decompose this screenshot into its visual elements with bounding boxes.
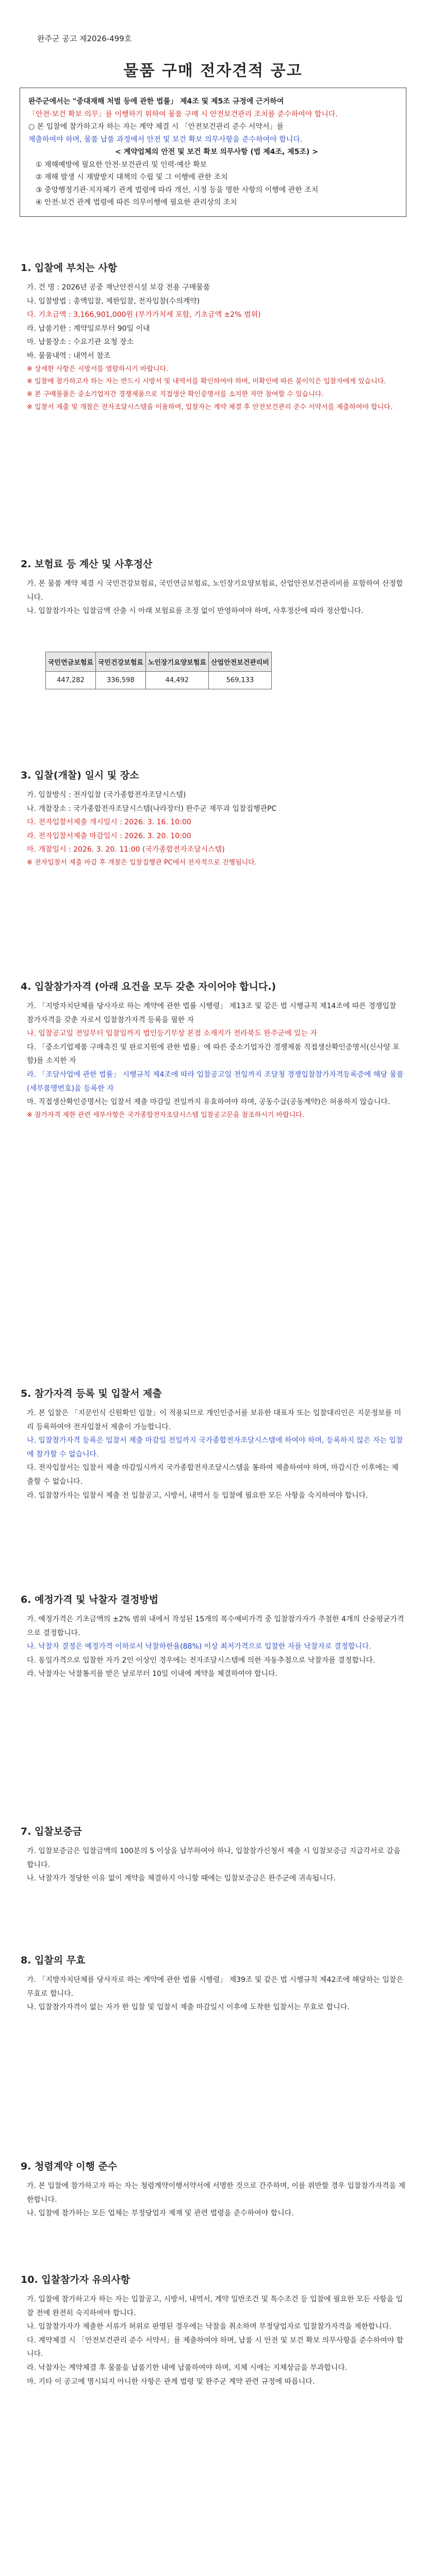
s8-item-a: 가. 「지방자치단체를 당사자로 하는 계약에 관한 법률 시행령」 제39조 및 같은 법 시행규칙 제42조에 해당하는 입찰은 무효로 합니다. (27, 1976, 403, 1998)
section-1-title: 1. 입찰에 부치는 사항 (21, 262, 118, 274)
intro-item-3: ③ 중앙행정기관·지자체가 관계 법령에 따라 개선, 시정 등을 명한 사항의 이행에 관한 조치 (36, 185, 319, 194)
s5-item-b: 나. 입찰참가자격 등록은 입찰서 제출 마감일 전일까지 국가종합전자조달시스템에 하여야 하며, 등록하지 않은 자는 입찰에 참가할 수 없습니다. (27, 1436, 403, 1459)
section-4-body (27, 999, 405, 1122)
section-8-title: 8. 입찰의 무효 (21, 1955, 86, 1966)
section-7-title: 7. 입찰보증금 (21, 1826, 82, 1837)
s3-item-b: 나. 개찰장소 : 국가종합전자조달시스템(나라장터) 완주군 재무과 입찰집행관PC (27, 804, 277, 813)
s6-item-b: 나. 낙찰자 결정은 예정가격 이하로서 낙찰하한율(88%) 이상 최저가격으로 입찰한 자를 낙찰자로 결정합니다. (27, 1642, 371, 1651)
s7-item-a: 가. 입찰보증금은 입찰금액의 100분의 5 이상을 납부하여야 하나, 입찰참가신청서 제출 시 입찰보증금 지급각서로 갈음합니다. (27, 1847, 401, 1869)
s7-item-b: 나. 낙찰자가 정당한 이유 없이 계약을 체결하지 아니할 때에는 입찰보증금은 완주군에 귀속됩니다. (27, 1874, 336, 1883)
s1-item-a: 가. 건 명 : 2026년 공중 재난안전시설 보강 전용 구매물품 (27, 283, 210, 292)
table-header-cell: 국민연금보험료 (46, 652, 96, 672)
s3-item-d: 라. 전자입찰서제출 마감일시 : 2026. 3. 20. 10:00 (27, 832, 191, 840)
s1-item-c: 다. 기초금액 : 3,166,901,000원 (부가가치세 포함, 기초금액 ±2% 범위) (27, 311, 261, 319)
s9-item-a: 가. 본 입찰에 참가하고자 하는 자는 청렴계약이행서약서에 서명한 것으로 간주하며, 이를 위반할 경우 입찰참가자격을 제한합니다. (27, 2182, 405, 2204)
s4-note: ※ 참가자격 제한 관련 세부사항은 국가종합전자조달시스템 입찰공고문을 참조하시기 바랍니다. (27, 1111, 304, 1119)
table-header-cell: 노인장기요양보험료 (145, 652, 208, 672)
section-8-body (27, 1973, 405, 2014)
s5-item-d: 라. 입찰참가자는 입찰서 제출 전 입찰공고, 시방서, 내역서 등 입찰에 필요한 모든 사항을 숙지하여야 합니다. (27, 1491, 368, 1500)
table-cell: 569,133 (208, 672, 271, 689)
section-3-title: 3. 입찰(개찰) 일시 및 장소 (21, 770, 139, 781)
s4-item-a: 가. 「지방자치단체를 당사자로 하는 계약에 관한 법률 시행령」 제13조 및 같은 법 시행규칙 제14조에 따른 경쟁입찰 참가자격을 갖춘 자로서 입찰참가자격 등록을 필한 자 (27, 1002, 397, 1024)
intro-line-2: ○ 본 입찰에 참가하고자 하는 자는 계약 체결 시 「안전보건관리 준수 서약서」를 (28, 123, 284, 131)
s6-item-c: 다. 동일가격으로 입찰한 자가 2인 이상인 경우에는 전자조달시스템에 의한 자동추첨으로 낙찰자를 결정합니다. (27, 1656, 375, 1665)
table-header-row (46, 652, 272, 672)
s10-item-c: 다. 계약체결 시 「안전보건관리 준수 서약서」를 제출하여야 하며, 납품 시 안전 및 보건 확보 의무사항을 준수하여야 합니다. (27, 2336, 404, 2359)
s3-item-c: 다. 전자입찰서제출 개시일시 : 2026. 3. 16. 10:00 (27, 818, 191, 827)
table-header-cell: 국민건강보험료 (95, 652, 145, 672)
intro-line-1: 「안전·보건 확보 의무」를 이행하기 위하여 물품 구매 시 안전보건관리 조치를 준수하여야 합니다. (28, 110, 338, 118)
s2-item-a: 가. 본 물품 계약 체결 시 국민건강보험료, 국민연금보험료, 노인장기요양보험료, 산업안전보건관리비를 포함하여 산정합니다. (27, 580, 403, 602)
s1-item-f: 바. 물품내역 : 내역서 참조 (27, 351, 111, 360)
s10-item-e: 마. 기타 이 공고에 명시되지 아니한 사항은 관계 법령 및 완주군 계약 관련 규정에 따릅니다. (27, 2377, 315, 2386)
s3-note: ※ 전자입찰서 제출 마감 후 개찰은 입찰집행관 PC에서 전자적으로 진행됩니다. (27, 858, 257, 867)
section-2-title: 2. 보험료 등 계산 및 사후정산 (21, 558, 153, 570)
s6-item-d: 라. 낙찰자는 낙찰통지를 받은 날로부터 10일 이내에 계약을 체결하여야 합니다. (27, 1670, 278, 1679)
intro-item-1: ① 재해예방에 필요한 안전·보건관리 및 인력·예산 확보 (36, 160, 207, 169)
s5-item-c: 다. 전자입찰서는 입찰서 제출 마감일시까지 국가종합전자조달시스템을 통하여 제출하여야 하며, 마감시간 이후에는 제출할 수 없습니다. (27, 1464, 399, 1486)
intro-item-4: ④ 안전·보건 관계 법령에 따른 의무이행에 필요한 관리상의 조치 (36, 198, 237, 207)
s1-note-1: ※ 상세한 사항은 시방서를 열람하시기 바랍니다. (27, 365, 169, 373)
s1-item-b: 나. 입찰방법 : 총액입찰, 제한입찰, 전자입찰(수의계약) (27, 297, 200, 306)
intro-box (20, 88, 406, 217)
section-5-body (27, 1406, 405, 1502)
section-7-body (27, 1844, 405, 1886)
section-6-title: 6. 예정가격 및 낙찰자 결정방법 (21, 1594, 159, 1605)
s3-item-a: 가. 입찰방식 : 전자입찰 (국가종합전자조달시스템) (27, 791, 186, 799)
section-10-body (27, 2293, 405, 2388)
s10-item-a: 가. 입찰에 참가하고자 하는 자는 입찰공고, 시방서, 내역서, 계약 일반조건 및 특수조건 등 입찰에 필요한 모든 사항을 입찰 전에 완전히 숙지하여야 합니다. (27, 2295, 403, 2317)
table-cell: 447,282 (46, 672, 96, 689)
s10-item-d: 라. 낙찰자는 계약체결 후 물품을 납품기한 내에 납품하여야 하며, 지체 시에는 지체상금을 부과합니다. (27, 2363, 348, 2372)
intro-lead: 완주군에서는 "중대재해 처벌 등에 관한 법률」 제4조 및 제5조 규정에 근거하여 (28, 97, 284, 106)
s1-note-2: ※ 입찰에 참가하고자 하는 자는 반드시 시방서 및 내역서를 확인하여야 하며, 미확인에 따른 불이익은 입찰자에게 있습니다. (27, 378, 386, 386)
s1-item-e: 마. 납품장소 : 수요기관 요청 장소 (27, 338, 134, 347)
notice-number: 완주군 공고 제2026-499호 (37, 34, 132, 43)
s4-item-e: 마. 직접생산확인증명서는 입찰서 제출 마감일 전일까지 유효하여야 하며, 공동수급(공동계약)은 허용하지 않습니다. (27, 1098, 390, 1107)
s2-item-b: 나. 입찰참가자는 입찰금액 산출 시 아래 보험료를 조정 없이 반영하여야 하며, 사후정산에 따라 정산합니다. (27, 607, 364, 616)
table-cell: 336,598 (95, 672, 145, 689)
table-header-cell: 산업안전보건관리비 (208, 652, 271, 672)
section-1-body (27, 281, 405, 414)
section-9-title: 9. 청렴계약 이행 준수 (21, 2161, 118, 2172)
s8-item-b: 나. 입찰참가자격이 없는 자가 한 입찰 및 입찰서 제출 마감일시 이후에 도착한 입찰서는 무효로 합니다. (27, 2003, 350, 2012)
section-3-body (27, 788, 405, 870)
s4-item-c: 다. 「중소기업제품 구매촉진 및 판로지원에 관한 법률」에 따른 중소기업자간 경쟁제품 직접생산확인증명서(신사양 포함)를 소지한 자 (27, 1043, 400, 1065)
page-title: 물품 구매 전자견적 공고 (123, 62, 303, 80)
s1-note-4: ※ 입찰서 제출 및 개찰은 전자조달시스템을 이용하며, 입찰자는 계약 체결 후 안전보건관리 준수 서약서를 제출하여야 합니다. (27, 403, 393, 411)
section-4-title: 4. 입찰참가자격 (아래 요건을 모두 갖춘 자이어야 합니다.) (21, 981, 276, 992)
s9-item-b: 나. 입찰에 참가하는 모든 업체는 부정당업자 제재 및 관련 법령을 준수하여야 합니다. (27, 2209, 294, 2218)
section-6-body (27, 1613, 405, 1681)
s6-item-a: 가. 예정가격은 기초금액의 ±2% 범위 내에서 작성된 15개의 복수예비가격 중 입찰참가자가 추첨한 4개의 산술평균가격으로 결정합니다. (27, 1615, 404, 1637)
section-10-title: 10. 입찰참가자 유의사항 (21, 2274, 130, 2285)
section-2-body (27, 577, 405, 618)
s4-item-b: 나. 입찰공고일 전일부터 입찰일까지 법인등기부상 본점 소재지가 전라북도 완주군에 있는 자 (27, 1029, 317, 1038)
s1-item-d: 라. 납품기한 : 계약일로부터 90일 이내 (27, 324, 150, 333)
section-9-body (27, 2179, 405, 2221)
insurance-table (45, 652, 272, 689)
section-5-title: 5. 참가자격 등록 및 입찰서 제출 (21, 1388, 162, 1399)
s4-item-d: 라. 「조달사업에 관한 법률」 시행규칙 제4조에 따라 입찰공고일 전일까지 조달청 경쟁입찰참가자격등록증에 해당 물품(세부품명번호)을 등록한 자 (27, 1070, 404, 1093)
intro-subhead: < 계약업체의 안전 및 보건 확보 의무사항 (법 제4조, 제5조) > (115, 148, 318, 156)
intro-line-3: 제출하여야 하며, 물품 납품 과정에서 안전 및 보건 확보 의무사항을 준수하여야 합니다. (28, 135, 303, 144)
s1-note-3: ※ 본 구매물품은 중소기업자간 경쟁제품으로 직접생산 확인증명서를 소지한 자만 참여할 수 있습니다. (27, 390, 324, 398)
s5-item-a: 가. 본 입찰은 「지문인식 신원확인 입찰」이 적용되므로 개인인증서를 보유한 대표자 또는 입찰대리인은 지문정보를 미리 등록하여야 전자입찰서 제출이 가능합니다. (27, 1409, 401, 1431)
s3-item-e: 마. 개찰일시 : 2026. 3. 20. 11:00 (국가종합전자조달시스템) (27, 845, 225, 854)
s10-item-b: 나. 입찰참가자가 제출한 서류가 허위로 판명된 경우에는 낙찰을 취소하며 부정당업자로 입찰참가자격을 제한합니다. (27, 2323, 392, 2331)
intro-item-2: ② 재해 발생 시 재발방지 대책의 수립 및 그 이행에 관한 조치 (36, 173, 228, 181)
table-cell: 44,492 (145, 672, 208, 689)
table-row (46, 672, 272, 689)
